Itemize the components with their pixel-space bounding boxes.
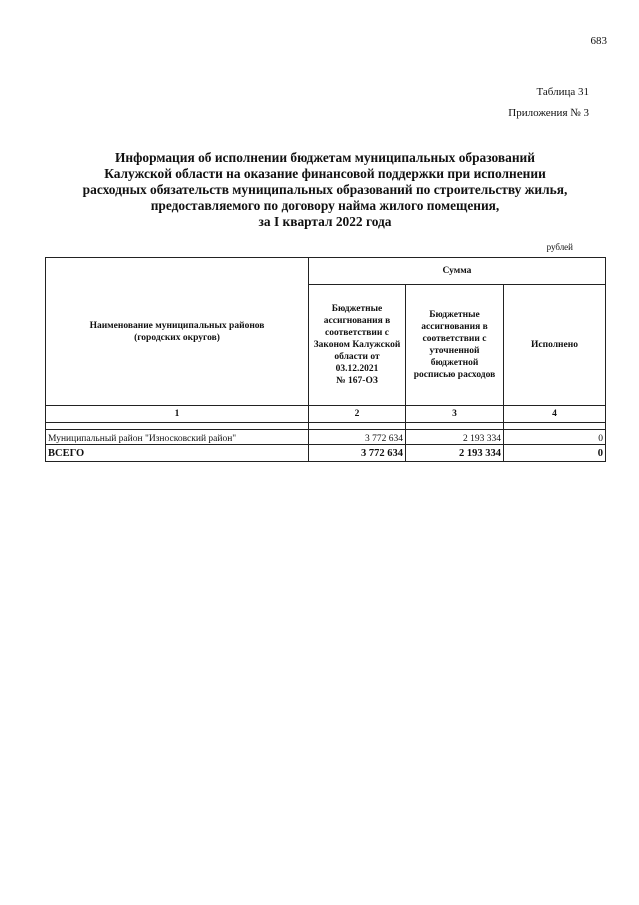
- page-number: 683: [590, 35, 607, 47]
- table-label: Таблица 31: [536, 86, 589, 98]
- title-line: Информация об исполнении бюджетам муниципальных образований: [115, 150, 535, 165]
- header-line: соответствии с: [325, 328, 389, 338]
- header-refined-allocation: [406, 285, 504, 406]
- header-line: уточненной: [429, 346, 480, 356]
- title-line: предоставляемого по договору найма жилого помещения,: [150, 198, 500, 213]
- appendix-label: Приложения № 3: [508, 107, 589, 119]
- header-line: соответствии с: [422, 334, 487, 344]
- column-number: 1: [46, 406, 309, 423]
- header-line: бюджетной: [430, 358, 479, 368]
- header-line: ассигнования в: [421, 322, 488, 332]
- column-number: 2: [309, 406, 406, 423]
- executed-value: 0: [504, 430, 606, 445]
- title-line: Калужской области на оказание финансовой поддержки при исполнении: [104, 166, 546, 181]
- title-line: расходных обязательств муниципальных образований по строительству жилья,: [82, 182, 568, 197]
- header-line: Законом Калужской: [313, 340, 401, 350]
- header-municipality-line: (городских округов): [134, 332, 220, 343]
- header-law-allocation: [309, 285, 406, 406]
- total-label: ВСЕГО: [46, 445, 309, 462]
- column-numbers-row: [46, 406, 606, 423]
- total-row: [46, 445, 606, 462]
- header-line: 03.12.2021: [335, 364, 379, 374]
- header-line: области от: [334, 352, 380, 362]
- table-row: [46, 430, 606, 445]
- spacer-row: [46, 423, 606, 430]
- units-label: рублей: [546, 242, 573, 252]
- header-line: № 167-ОЗ: [336, 376, 378, 386]
- header-line: Бюджетные: [331, 304, 383, 314]
- column-number: 4: [504, 406, 606, 423]
- header-municipality: [46, 258, 309, 406]
- total-law-allocation: 3 772 634: [309, 445, 406, 462]
- refined-allocation-value: 2 193 334: [406, 430, 504, 445]
- header-municipality-line: Наименование муниципальных районов: [89, 320, 265, 331]
- total-refined-allocation: 2 193 334: [406, 445, 504, 462]
- document-title: [40, 150, 610, 230]
- budget-table: [45, 257, 606, 462]
- header-executed: Исполнено: [504, 285, 606, 406]
- column-number: 3: [406, 406, 504, 423]
- total-executed: 0: [504, 445, 606, 462]
- municipality-name: Муниципальный район "Износковский район": [46, 430, 309, 445]
- law-allocation-value: 3 772 634: [309, 430, 406, 445]
- header-sum: Сумма: [309, 258, 606, 285]
- header-line: росписью расходов: [413, 370, 496, 380]
- title-line: за I квартал 2022 года: [258, 214, 392, 229]
- header-line: Бюджетные: [429, 310, 480, 320]
- header-line: ассигнования в: [323, 316, 391, 326]
